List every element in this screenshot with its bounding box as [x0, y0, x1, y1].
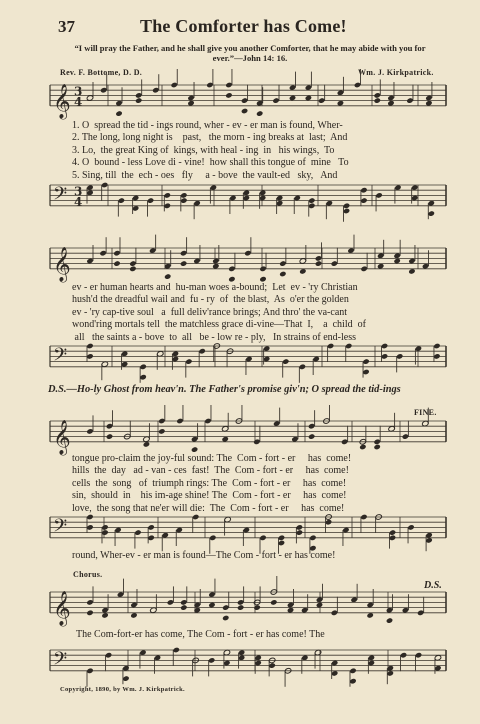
verse-line: cells the song of triumph rings: The Com - fort - er has come!: [72, 477, 347, 489]
svg-text:4: 4: [74, 94, 83, 109]
svg-text:𝄢: 𝄢: [53, 649, 68, 675]
svg-text:3: 3: [74, 84, 83, 99]
svg-text:𝄞: 𝄞: [53, 83, 71, 119]
svg-text:3: 3: [74, 184, 83, 199]
svg-text:𝄢: 𝄢: [53, 184, 68, 210]
verse-line: 4. O bound - less Love di - vine! how shall this tongue of mine To: [72, 157, 349, 169]
copyright: Copyright, 1890, by Wm. J. Kirkpatrick.: [60, 686, 185, 693]
verse-line: ev - er human hearts and hu-man woes a-bound; Let ev - 'ry Christian: [72, 282, 358, 293]
system1-verses: [72, 120, 349, 182]
hymn-title: The Comforter has Come!: [140, 16, 347, 36]
verse-line: hills the day ad - van - ces fast! The Com - fort - er has come!: [72, 465, 349, 477]
svg-text:𝄞: 𝄞: [53, 246, 71, 282]
verse-line: love, the song that ne'er will die: The Com - fort - er has come!: [72, 502, 345, 514]
scripture-quote: “I will pray the Father, and he shall give you another Comforter, that he may abide with you for ever.”—John 14: 16.: [74, 43, 426, 63]
verse-line: 2. The long, long night is past, the morn - ing breaks at last; And: [72, 132, 348, 144]
verse-line: 5. Sing, till the ech - oes fly a - bove the vault-ed sky, And: [72, 169, 338, 181]
verse-line: 1. O spread the tid - ings round, wher - ev - er man is found, Wher-: [72, 120, 343, 131]
verse-line: tongue pro-claim the joy-ful sound: The Com - fort - er has come!: [72, 453, 352, 464]
fine-label: FINE.: [414, 408, 437, 417]
system3-refrain: round, Wher-ev - er man is found—The Com - fort - er has come!: [72, 550, 336, 561]
ds-label: D.S.: [424, 580, 442, 591]
words-credit: Rev. F. Bottome, D. D.: [60, 68, 143, 77]
svg-text:𝄞: 𝄞: [53, 419, 71, 455]
verse-line: 3. Lo, the great King of kings, with heal - ing in his wings, To: [72, 144, 335, 156]
verse-line: sin, should in his im-age shine! The Com - fort - er has come!: [72, 490, 347, 502]
svg-text:𝄞: 𝄞: [53, 590, 71, 626]
system2-verses: [72, 282, 366, 344]
verse-line: wond'ring mortals tell the matchless grace di-vine—That I, a child of: [72, 319, 366, 331]
chorus-text: The Com-fort-er has come, The Com - fort - er has come! The: [76, 629, 325, 640]
svg-text:4: 4: [74, 194, 83, 209]
svg-text:𝄢: 𝄢: [53, 345, 68, 371]
svg-text:𝄢: 𝄢: [53, 516, 68, 542]
system3-verses: [72, 453, 351, 515]
chorus-label: Chorus.: [73, 570, 103, 579]
verse-line: hush'd the dreadful wail and fu - ry of the blast, As o'er the golden: [72, 294, 349, 306]
verse-line: ev - 'ry cap-tive soul a full deliv'rance brings; And thro' the va-cant: [72, 306, 348, 318]
hymn-number: 37: [58, 17, 75, 36]
music-credit: Wm. J. Kirkpatrick.: [358, 68, 434, 77]
ds-line: D.S.—Ho-ly Ghost from heav'n. The Father's promise giv'n; O spread the tid-ings: [48, 384, 401, 395]
verse-line: all the saints a - bove to all be - low re - ply, In strains of end-less: [72, 331, 357, 343]
